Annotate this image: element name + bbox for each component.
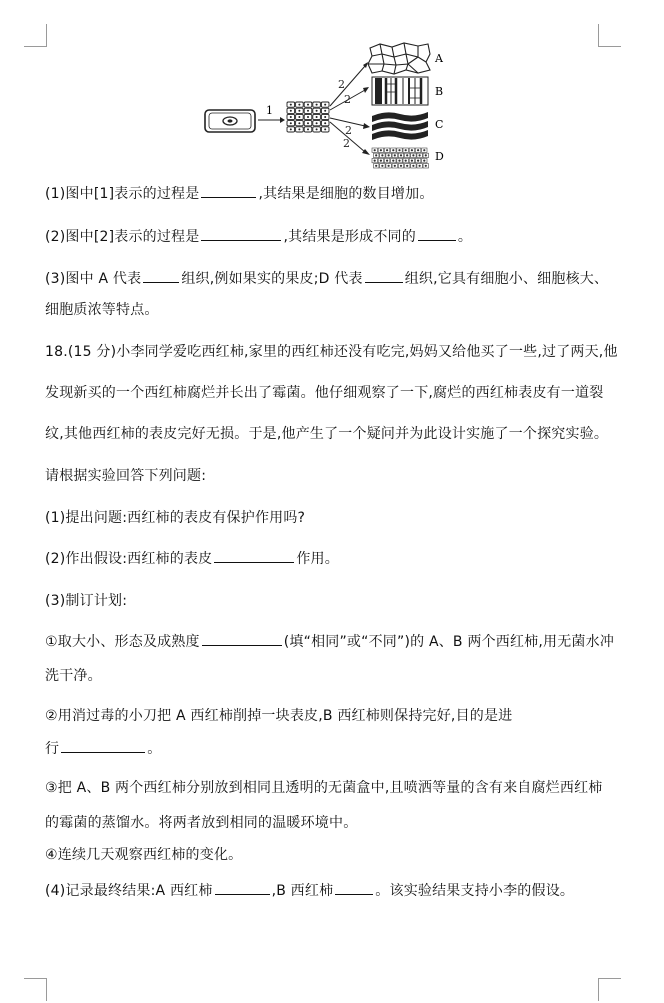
meristem-nucleus (388, 154, 390, 156)
arrow-1 (258, 104, 285, 123)
meristem-nucleus (388, 165, 390, 167)
tissue-label-d: D (435, 150, 444, 163)
meristem-nucleus (398, 149, 400, 151)
text-segment: ,其结果是形成不同的 (283, 229, 416, 245)
text-segment: 。 (147, 741, 162, 757)
meristem-nucleus (419, 165, 421, 167)
question-1-line (45, 183, 434, 203)
cell-nucleus (324, 128, 326, 130)
meristem-nucleus (419, 154, 421, 156)
answer-blank (365, 268, 403, 283)
answer-blank (201, 226, 281, 241)
meristem-nucleus (425, 154, 427, 156)
part-3-line: (3)制订计划: (45, 593, 128, 609)
meristem-nucleus (406, 165, 408, 167)
tissue-d-meristematic (372, 148, 429, 168)
text-segment: (3)图中 A 代表 (45, 271, 142, 287)
meristem-nucleus (374, 149, 376, 151)
arrow-2-label-4: 2 (343, 137, 350, 150)
meristem-nucleus (386, 149, 388, 151)
meristem-nucleus (374, 160, 376, 162)
cell-nucleus (324, 104, 326, 106)
meristem-nucleus (400, 154, 402, 156)
meristem-nucleus (423, 160, 425, 162)
step-4-line: ④连续几天观察西红柿的变化。 (45, 847, 243, 863)
text-segment: ,其结果是细胞的数目增加。 (258, 186, 434, 202)
text-segment: 组织,它具有细胞小、细胞核大、 (404, 271, 609, 287)
corner-mark-bottom-right (598, 978, 621, 1001)
arrows-2 (330, 62, 370, 155)
cell-nucleus (316, 104, 318, 106)
instruction-line: 请根据实验回答下列问题: (45, 468, 207, 484)
cell-nucleus (298, 110, 300, 112)
meristem-nucleus (411, 149, 413, 151)
meristem-nucleus (398, 160, 400, 162)
cell-nucleus (290, 122, 292, 124)
cell-nucleus (298, 128, 300, 130)
part-2-line (45, 548, 339, 568)
step-1-line-2: 洗干净。 (45, 668, 102, 684)
meristem-nucleus (380, 160, 382, 162)
part-1-line: (1)提出问题:西红柿的表皮有保护作用吗? (45, 510, 306, 526)
corner-mark-bottom-left (24, 978, 47, 1001)
arrow-2-label-1: 2 (338, 78, 345, 91)
tissue-label-a: A (435, 52, 443, 65)
cell-nucleus (324, 116, 326, 118)
corner-mark-top-right (598, 24, 621, 47)
step-2-line-1: ②用消过毒的小刀把 A 西红柿削掉一块表皮,B 西红柿则保持完好,目的是进 (45, 708, 513, 724)
cell-nucleus (290, 116, 292, 118)
cell-nucleus (290, 110, 292, 112)
meristem-nucleus (425, 165, 427, 167)
question-3-line-2: 细胞质浓等特点。 (45, 302, 159, 318)
cell-nucleus (290, 104, 292, 106)
answer-blank (214, 548, 294, 563)
text-segment: 。 (457, 229, 473, 245)
meristem-nucleus (375, 165, 377, 167)
text-segment: (4)记录最终结果:A 西红柿 (45, 883, 213, 899)
meristem-nucleus (394, 154, 396, 156)
meristem-nucleus (412, 154, 414, 156)
text-segment: ,B 西红柿 (271, 883, 334, 899)
text-segment: 作用。 (296, 551, 339, 567)
answer-blank (418, 226, 456, 241)
text-segment: ①取大小、形态及成熟度 (45, 634, 200, 650)
meristem-nucleus (381, 165, 383, 167)
text-segment: (2)图中[2]表示的过程是 (45, 229, 200, 245)
step-1-line-1 (45, 631, 614, 651)
text-segment: 。该实验结果支持小李的假设。 (375, 883, 575, 899)
question-18-line-2: 发现新买的一个西红柿腐烂并长出了霉菌。他仔细观察了一下,腐烂的西红柿表皮有一道裂 (45, 385, 604, 401)
answer-blank (61, 738, 145, 753)
arrow-1-label: 1 (266, 104, 273, 117)
meristem-nucleus (417, 160, 419, 162)
tissue-b-conducting (372, 77, 428, 105)
meristem-nucleus (412, 165, 414, 167)
cell-nucleus (316, 128, 318, 130)
text-segment: 行 (45, 741, 60, 757)
tissue-label-c: C (435, 118, 444, 131)
part-4-line (45, 880, 574, 900)
cell-nucleus (298, 122, 300, 124)
cell-nucleus (307, 116, 309, 118)
cell-nucleus (316, 116, 318, 118)
question-18-line-1: 18.(15 分)小李同学爱吃西红柿,家里的西红柿还没有吃完,妈妈又给他买了一些,过了两天,他 (45, 344, 618, 360)
text-segment: (2)作出假设:西红柿的表皮 (45, 551, 213, 567)
question-18-line-3: 纹,其他西红柿的表皮完好无损。于是,他产生了一个疑问并为此设计实施了一个探究实验。 (45, 426, 609, 442)
cell-nucleus (298, 104, 300, 106)
meristem-nucleus (405, 160, 407, 162)
corner-mark-top-left (24, 24, 47, 47)
meristem-nucleus (406, 154, 408, 156)
cell-nucleus (316, 110, 318, 112)
meristem-nucleus (381, 154, 383, 156)
meristem-nucleus (400, 165, 402, 167)
meristem-nucleus (392, 149, 394, 151)
meristem-nucleus (411, 160, 413, 162)
cell-nucleus (307, 128, 309, 130)
cell-nucleus (307, 122, 309, 124)
tissue-a-protective (368, 43, 430, 74)
step-3-line-2: 的霉菌的蒸馏水。将两者放到相同的温暖环境中。 (45, 815, 358, 831)
step-3-line-1: ③把 A、B 两个西红柿分别放到相同且透明的无菌盒中,且喷洒等量的含有来自腐烂西红柿 (45, 780, 603, 796)
answer-blank (201, 183, 256, 198)
meristem-nucleus (423, 149, 425, 151)
cell-nucleus (298, 116, 300, 118)
answer-blank (143, 268, 179, 283)
cell-nucleus (290, 128, 292, 130)
cell-nucleus (316, 122, 318, 124)
meristem-nucleus (405, 149, 407, 151)
cell-nucleus (307, 110, 309, 112)
text-segment: (1)图中[1]表示的过程是 (45, 186, 200, 202)
arrow-2-label-3: 2 (345, 124, 352, 137)
answer-blank (335, 880, 373, 895)
meristem-nucleus (375, 154, 377, 156)
cell-nucleus (324, 122, 326, 124)
cell-cluster (287, 102, 329, 132)
cell-nucleus (307, 104, 309, 106)
meristem-nucleus (386, 160, 388, 162)
question-3-line-1 (45, 268, 608, 288)
cell-nucleus (324, 110, 326, 112)
meristem-nucleus (417, 149, 419, 151)
question-2-line (45, 226, 472, 246)
step-2-line-2 (45, 738, 161, 758)
tissue-c-muscle (372, 112, 428, 140)
tissue-label-b: B (435, 85, 444, 98)
arrow-2-label-2: 2 (344, 93, 351, 106)
cell-division-differentiation-diagram (200, 40, 460, 175)
meristem-nucleus (380, 149, 382, 151)
text-segment: (填“相同”或“不同”)的 A、B 两个西红柿,用无菌水冲 (283, 634, 615, 650)
text-segment: 组织,例如果实的果皮;D 代表 (181, 271, 363, 287)
answer-blank (215, 880, 270, 895)
meristem-nucleus (394, 165, 396, 167)
single-cell (205, 110, 255, 132)
meristem-nucleus (392, 160, 394, 162)
answer-blank (202, 631, 282, 646)
